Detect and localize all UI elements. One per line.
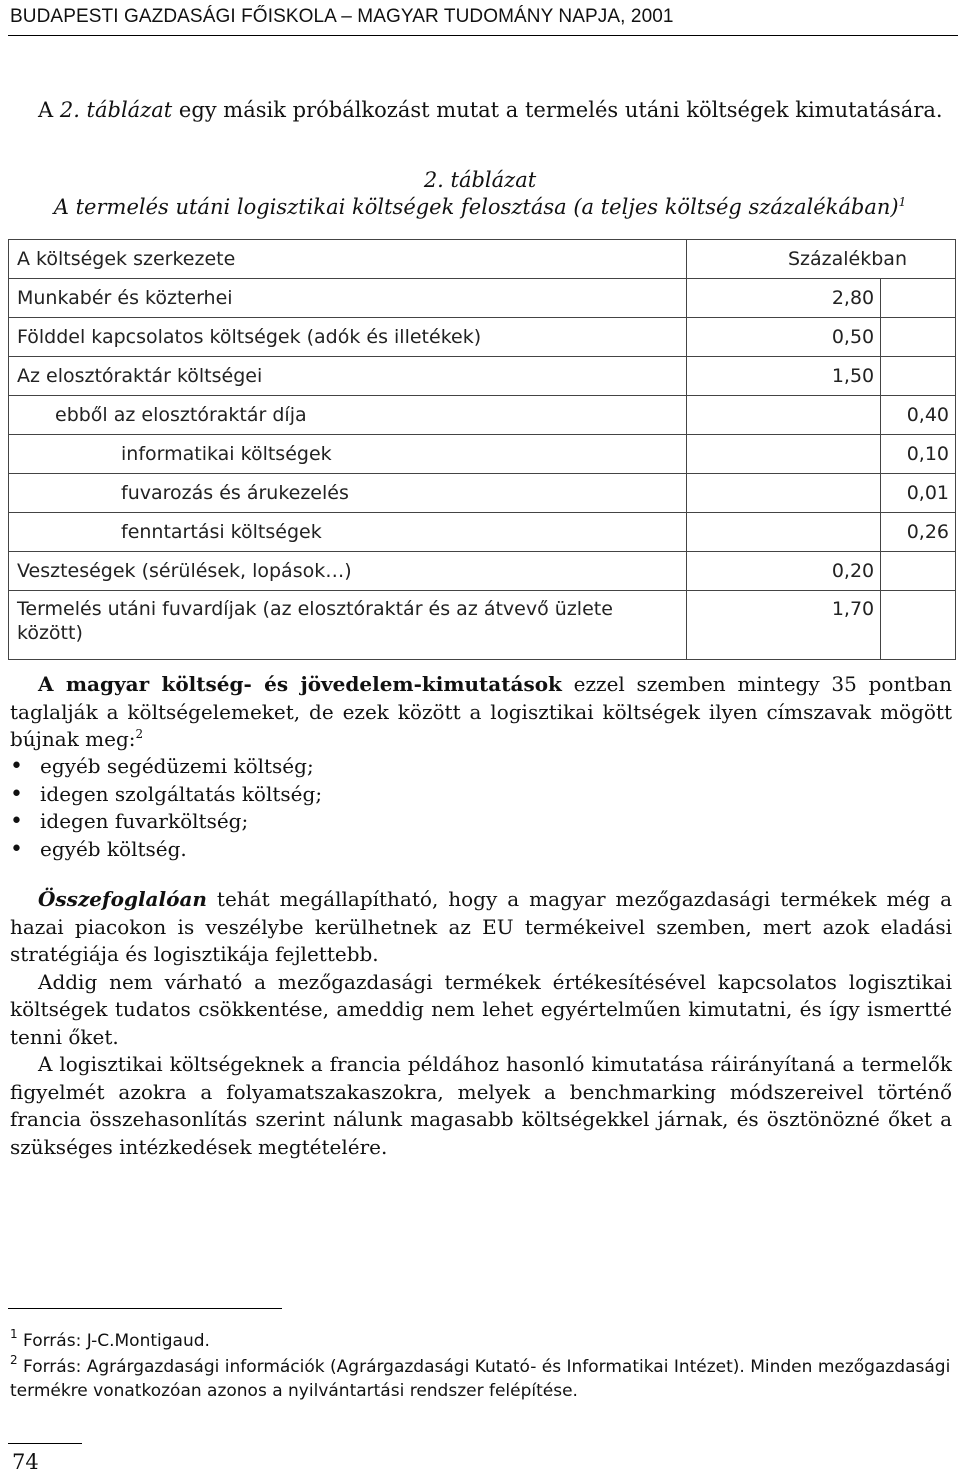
running-header: BUDAPESTI GAZDASÁGI FŐISKOLA – MAGYAR TUDOMÁNY NAPJA, 2001 (10, 6, 674, 27)
page-number: 74 (12, 1450, 39, 1474)
list-item: • egyéb segédüzemi költség; (10, 753, 322, 781)
header-label: A költségek szerkezete (9, 240, 687, 279)
summary-lead: Összefoglalóan (38, 887, 207, 911)
intro-prefix: A (38, 98, 60, 122)
subrow-label-text: fenntartási költségek (121, 521, 322, 543)
summary-paragraph-2: Addig nem várható a mezőgazdasági termékek értékesítésével kapcsolatos logisztikai költségek tudatos csökkentése, ameddig nem lehet egyértelműen kimutatni, és így ismertté tenni őket. (10, 969, 952, 1049)
list-item: • egyéb költség. (10, 836, 322, 864)
footnote-rule (8, 1308, 282, 1309)
table-footnote-mark: 1 (898, 195, 907, 209)
table-subrow (9, 513, 956, 552)
intro-table-ref: 2. táblázat (59, 98, 173, 122)
summary-section (10, 886, 952, 1161)
row-label: Munkabér és közterhei (9, 279, 687, 318)
row-value: 0,50 (687, 318, 881, 357)
table-row (9, 591, 956, 660)
table-title (0, 195, 960, 219)
row-subvalue (881, 552, 956, 591)
footnote-mark: 2 (10, 1353, 18, 1367)
row-subvalue: 0,40 (881, 396, 956, 435)
row-label: Földdel kapcsolatos költségek (adók és illetékek) (9, 318, 687, 357)
table-row (9, 318, 956, 357)
footnote-2 (10, 1355, 952, 1403)
table-subrow (9, 396, 956, 435)
table-row (9, 279, 956, 318)
list-item: • idegen fuvarköltség; (10, 808, 322, 836)
row-value: 1,70 (687, 591, 881, 660)
page-number-rule (8, 1443, 82, 1444)
subrow-label (9, 396, 687, 435)
table-number: 2. táblázat (423, 168, 537, 192)
row-value (687, 513, 881, 552)
intro-paragraph (10, 96, 950, 125)
header-value: Százalékban (687, 240, 956, 279)
subrow-label-text: fuvarozás és árukezelés (121, 482, 349, 504)
row-value (687, 474, 881, 513)
row-label: Az elosztóraktár költségei (9, 357, 687, 396)
paragraph-footnote-mark: 2 (135, 727, 144, 741)
table-row (9, 552, 956, 591)
paragraph-bold-lead: A magyar költség- és jövedelem-kimutatások (38, 672, 562, 696)
row-subvalue: 0,01 (881, 474, 956, 513)
row-value: 2,80 (687, 279, 881, 318)
table-subrow (9, 474, 956, 513)
row-label: Termelés utáni fuvardíjak (az elosztóraktár és az átvevő üzlete között) (9, 591, 687, 660)
subrow-label (9, 513, 687, 552)
row-value: 0,20 (687, 552, 881, 591)
subrow-label (9, 474, 687, 513)
intro-text: egy másik próbálkozást mutat a termelés utáni költségek kimutatására. (172, 98, 943, 122)
subrow-label-text: informatikai költségek (121, 443, 332, 465)
summary-paragraph (10, 886, 952, 969)
table-row (9, 357, 956, 396)
row-subvalue: 0,10 (881, 435, 956, 474)
row-subvalue (881, 318, 956, 357)
table-title-text: A termelés utáni logisztikai költségek felosztása (a teljes költség százalékában) (53, 195, 899, 219)
row-subvalue: 0,26 (881, 513, 956, 552)
paragraph-cost-statements (10, 671, 952, 754)
row-label: Veszteségek (sérülések, lopások…) (9, 552, 687, 591)
list-item: • idegen szolgáltatás költség; (10, 781, 322, 809)
cost-table (8, 239, 956, 660)
subrow-label (9, 435, 687, 474)
cost-item-list (10, 753, 322, 863)
row-value (687, 396, 881, 435)
footnote-text: Forrás: Agrárgazdasági információk (Agrárgazdasági Kutató- és Informatikai Intézet). Minden mezőgazdasági termékre vonatkozóan azonos a nyilvántartási rendszer felépítése. (10, 1357, 951, 1401)
row-subvalue (881, 357, 956, 396)
footnote-text: Forrás: J-C.Montigaud. (17, 1331, 210, 1351)
footnote-1 (10, 1329, 952, 1353)
header-rule (8, 35, 958, 36)
row-subvalue (881, 591, 956, 660)
row-value: 1,50 (687, 357, 881, 396)
table-subrow (9, 435, 956, 474)
row-value (687, 435, 881, 474)
summary-paragraph-3: A logisztikai költségeknek a francia példához hasonló kimutatása ráirányítaná a termelők figyelmét azokra a folyamatszakaszokra, melyek a benchmarking módszereivel történő francia összehasonlítás szerint nálunk magasabb költségekkel járnak, és ösztönözné őket a szükséges intézkedések megtételére. (10, 1052, 952, 1159)
summary-text: tehát megállapítható, hogy a magyar mezőgazdasági termékek még a hazai piacokon is veszélybe kerülhetnek az EU termékeivel szemben, mert azok eladási stratégiája és logisztikája fejlettebb. (10, 887, 952, 966)
row-subvalue (881, 279, 956, 318)
paragraph-text: ezzel szemben mintegy 35 pontban taglalják a költségelemeket, de ezek között a logisztikai költségek ilyen címszavak mögött bújnak meg: (10, 672, 952, 751)
table-header-row (9, 240, 956, 279)
footnote-mark: 1 (10, 1327, 18, 1341)
subrow-label-text: ebből az elosztóraktár díja (55, 404, 307, 426)
